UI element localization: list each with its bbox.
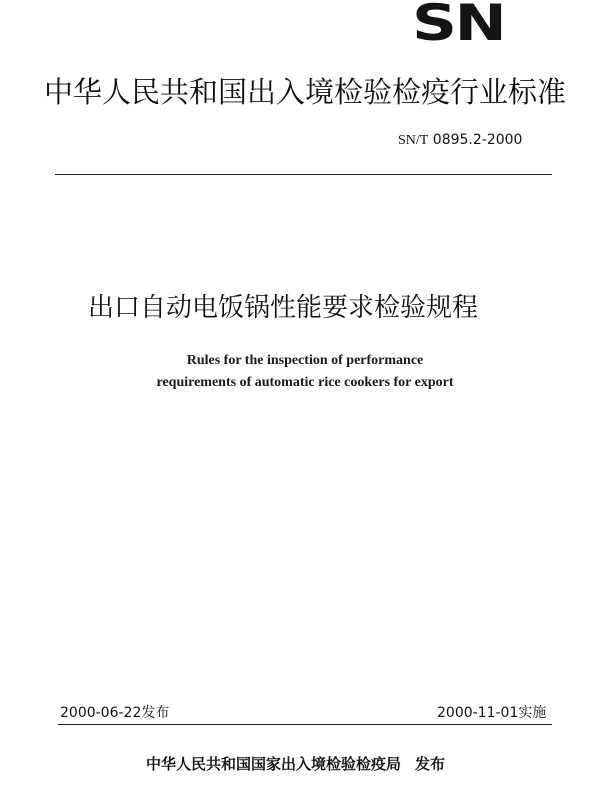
implementation-date: 2000-11-01实施 xyxy=(437,705,547,721)
header-divider xyxy=(55,174,552,175)
english-title-line-1: Rules for the inspection of performance xyxy=(186,353,424,368)
issue-date: 2000-06-22发布 xyxy=(60,705,170,721)
org-title: 中华人民共和国出入境检验检疫行业标准 xyxy=(44,75,567,109)
footer-divider xyxy=(58,724,552,725)
standard-prefix: SN/T xyxy=(398,133,429,148)
sn-logo: SN xyxy=(412,0,505,52)
document-title: 出口自动电饭锅性能要求检验规程 xyxy=(88,293,479,323)
standard-code xyxy=(398,130,522,151)
publisher-name: 中华人民共和国国家出入境检验检疫局 xyxy=(146,755,402,773)
standard-number: 0895.2-2000 xyxy=(432,132,523,148)
english-title xyxy=(100,350,510,394)
publish-action: 发布 xyxy=(415,755,446,773)
english-title-line-2: requirements of automatic rice cookers for export xyxy=(156,375,454,390)
publisher-line xyxy=(146,753,445,775)
